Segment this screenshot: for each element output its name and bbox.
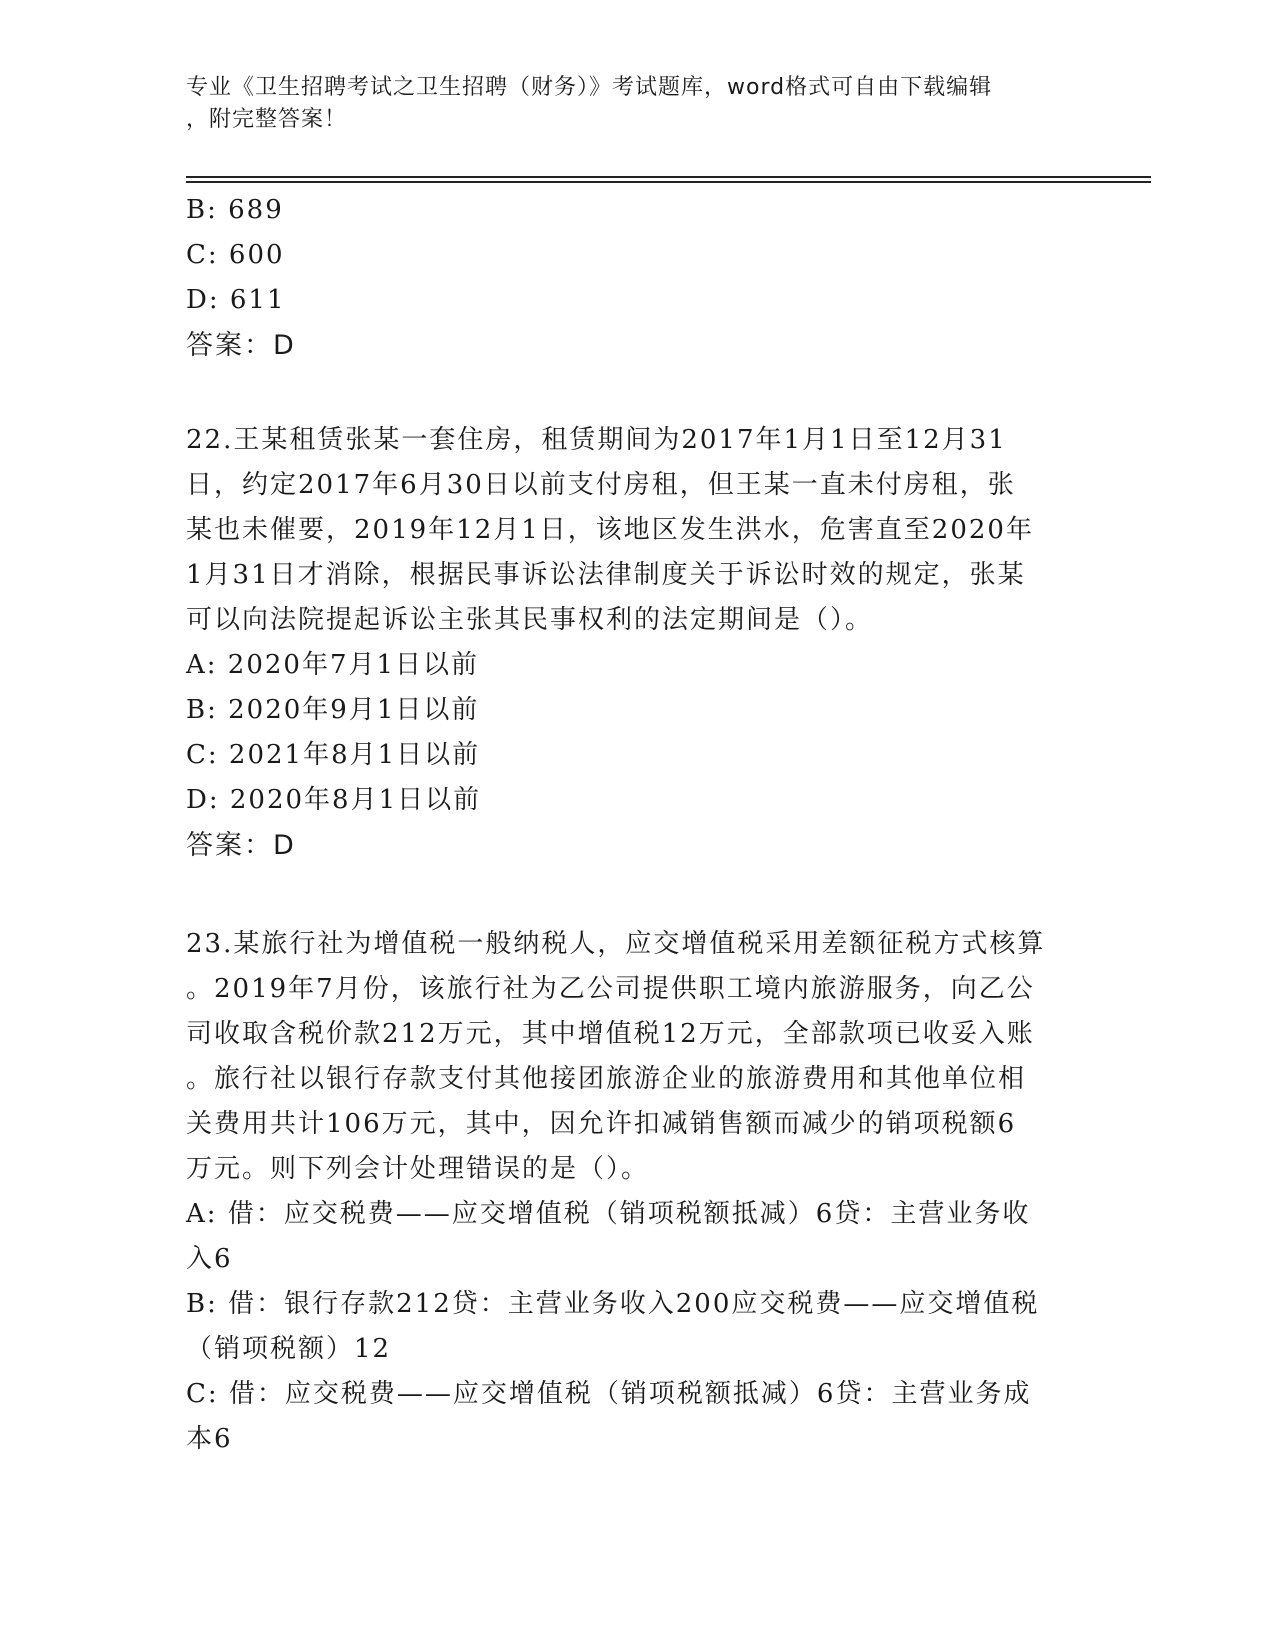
option-b: B: 借：银行存款212贷：主营业务收入200应交税费——应交增值税 bbox=[186, 1289, 1040, 1319]
question-text-line: 。旅行社以银行存款支付其他接团旅游企业的旅游费用和其他单位相 bbox=[186, 1064, 1027, 1094]
question-text-line: 日，约定2017年6月30日以前支付房租，但王某一直未付房租，张 bbox=[186, 470, 1016, 500]
answer-line: 答案：D bbox=[186, 330, 296, 361]
prev-question-block bbox=[186, 188, 1066, 368]
question-text-line: 。2019年7月份，该旅行社为乙公司提供职工境内旅游服务，向乙公 bbox=[186, 974, 1035, 1004]
option-c: C: 600 bbox=[186, 240, 285, 270]
option-b: B: 2020年9月1日以前 bbox=[186, 695, 480, 725]
question-text-line: 关费用共计106万元，其中，因允许扣减销售额而减少的销项税额6 bbox=[186, 1109, 1017, 1139]
question-22 bbox=[186, 418, 1066, 868]
option-d: D: 611 bbox=[186, 285, 286, 315]
page-header bbox=[186, 72, 1066, 136]
header-divider-top bbox=[186, 176, 1151, 178]
question-text-line: 22.王某租赁张某一套住房，租赁期间为2017年1月1日至12月31 bbox=[186, 425, 1007, 455]
option-a-continued: 入6 bbox=[186, 1244, 233, 1274]
header-divider-bottom bbox=[186, 181, 1151, 183]
question-text-line: 1月31日才消除，根据民事诉讼法律制度关于诉讼时效的规定，张某 bbox=[186, 560, 1026, 590]
question-text-line: 某也未催要，2019年12月1日，该地区发生洪水，危害直至2020年 bbox=[186, 515, 1034, 545]
question-text-line: 司收取含税价款212万元，其中增值税12万元，全部款项已收妥入账 bbox=[186, 1019, 1035, 1049]
answer-line: 答案：D bbox=[186, 830, 296, 861]
question-text-line: 23.某旅行社为增值税一般纳税人，应交增值税采用差额征税方式核算 bbox=[186, 929, 1046, 959]
option-b: B: 689 bbox=[186, 195, 284, 225]
question-text-line: 可以向法院提起诉讼主张其民事权利的法定期间是（）。 bbox=[186, 605, 874, 635]
option-c-continued: 本6 bbox=[186, 1424, 233, 1454]
question-text-line: 万元。则下列会计处理错误的是（）。 bbox=[186, 1154, 650, 1184]
option-a: A: 2020年7月1日以前 bbox=[186, 650, 480, 680]
option-d: D: 2020年8月1日以前 bbox=[186, 785, 482, 815]
question-content bbox=[186, 188, 1066, 1462]
option-c: C: 2021年8月1日以前 bbox=[186, 740, 481, 770]
header-line-1: 专业《卫生招聘考试之卫生招聘（财务）》考试题库，word格式可自由下载编辑 bbox=[186, 75, 993, 100]
option-b-continued: （销项税额）12 bbox=[186, 1334, 392, 1364]
question-23 bbox=[186, 922, 1066, 1462]
option-c: C: 借：应交税费——应交增值税（销项税额抵减）6贷：主营业务成 bbox=[186, 1379, 1032, 1409]
option-a: A: 借：应交税费——应交增值税（销项税额抵减）6贷：主营业务收 bbox=[186, 1199, 1031, 1229]
header-line-2: ，附完整答案！ bbox=[186, 107, 348, 132]
